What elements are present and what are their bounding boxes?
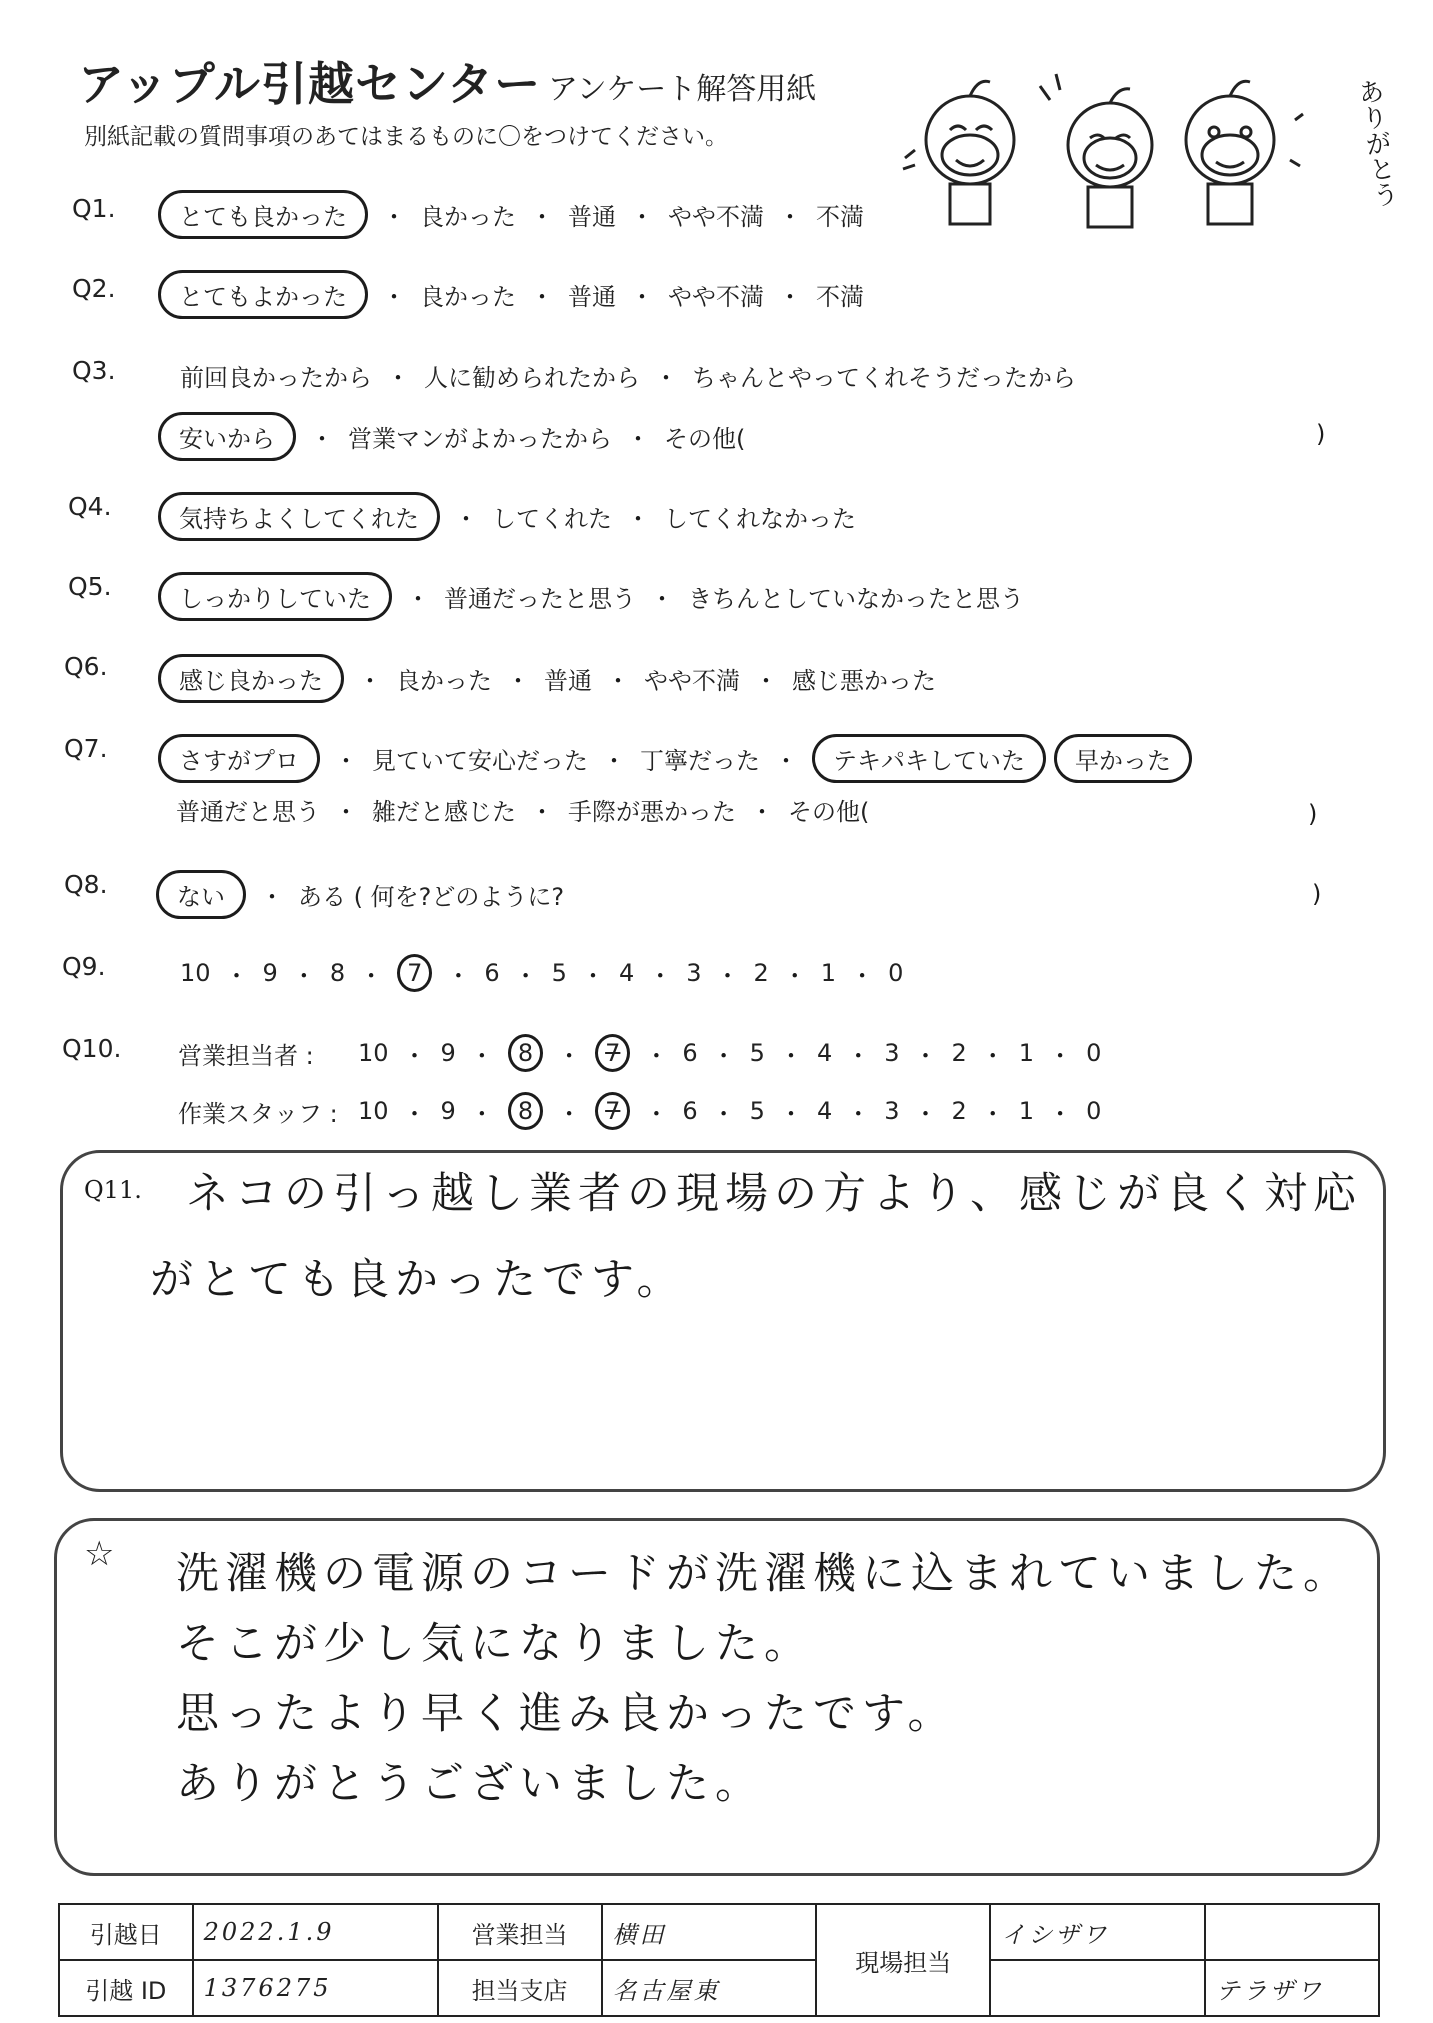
comment-line-2: そこが少し気になりました。 bbox=[176, 1619, 813, 1669]
q7-option-3[interactable]: 丁寧だった bbox=[640, 747, 760, 775]
q9-scale: 10 ・ 9 ・ 8 ・ 7 ・ 6 ・ 5 ・ 4 ・ 3 ・ 2 ・ 1 ・ 0 bbox=[180, 954, 903, 992]
q4-label: Q4. bbox=[68, 492, 112, 521]
site-staff-label: 現場担当 bbox=[816, 1904, 990, 2016]
q5-options: しっかりしていた ・ 普通だったと思う ・ きちんとしていなかったと思う bbox=[178, 572, 1024, 621]
move-id-value[interactable]: 1376275 bbox=[193, 1960, 438, 2016]
q4-option-3[interactable]: してくれなかった bbox=[664, 505, 856, 533]
q1-option-1-selected[interactable]: とても良かった bbox=[158, 190, 368, 239]
q7-options-line2: 普通だと思う ・ 雑だと感じた ・ 手際が悪かった ・ その他( bbox=[176, 792, 869, 827]
q6-label: Q6. bbox=[64, 652, 108, 681]
q10-sales-0[interactable]: 0 bbox=[1086, 1039, 1102, 1067]
q10-staff-5[interactable]: 5 bbox=[749, 1097, 765, 1125]
q3-options-line1: 前回良かったから ・ 人に勧められたから ・ ちゃんとやってくれそうだったから bbox=[180, 358, 1076, 393]
q10-staff-10[interactable]: 10 bbox=[358, 1097, 389, 1125]
q5-option-3[interactable]: きちんとしていなかったと思う bbox=[688, 585, 1024, 613]
q5-label: Q5. bbox=[68, 572, 112, 601]
q7-options-line1: さすがプロ ・ 見ていて安心だった ・ 丁寧だった ・ テキパキしていた 早かった bbox=[178, 734, 1192, 783]
branch-value[interactable]: 名古屋東 bbox=[602, 1960, 817, 2016]
move-date-label: 引越日 bbox=[59, 1904, 193, 1960]
q8-options: ない ・ ある ( 何を?どのように? bbox=[176, 870, 564, 919]
q7-option-other[interactable]: その他( bbox=[788, 798, 870, 826]
q10-sales-2[interactable]: 2 bbox=[951, 1039, 967, 1067]
q2-option-3[interactable]: 普通 bbox=[568, 283, 616, 311]
q7-option-7[interactable]: 雑だと感じた bbox=[372, 798, 516, 826]
q9-score-1[interactable]: 1 bbox=[820, 959, 837, 987]
move-id-label: 引越 ID bbox=[59, 1960, 193, 2016]
q9-score-6[interactable]: 6 bbox=[484, 959, 500, 987]
mascot-monkey-2 bbox=[1040, 74, 1152, 227]
q1-option-3[interactable]: 普通 bbox=[568, 203, 616, 231]
q10-staff-1[interactable]: 1 bbox=[1018, 1097, 1035, 1125]
q10-staff-row: 作業スタッフ : 10 ・ 9 ・ 8 ・ 7 ・ 6 ・ 5 ・ 4 ・ 3 ・ 2 ・ 1 ・ 0 bbox=[178, 1092, 1101, 1130]
q4-option-2[interactable]: してくれた bbox=[492, 505, 612, 533]
q4-options: 気持ちよくしてくれた ・ してくれた ・ してくれなかった bbox=[178, 492, 856, 541]
q3-option-1[interactable]: 前回良かったから bbox=[180, 364, 372, 392]
q10-sales-label: 営業担当者 : bbox=[178, 1041, 314, 1070]
q3-close-paren: ) bbox=[1316, 420, 1326, 448]
q10-staff-3[interactable]: 3 bbox=[884, 1097, 900, 1125]
q3-option-other[interactable]: その他( bbox=[664, 425, 746, 453]
site-staff-2[interactable]: テラザワ bbox=[1205, 1960, 1379, 2016]
q8-label: Q8. bbox=[64, 870, 108, 899]
site-staff-empty-1[interactable] bbox=[1205, 1904, 1379, 1960]
q2-option-4[interactable]: やや不満 bbox=[668, 283, 764, 311]
comment-line-3: 思ったより早く進み良かったです。 bbox=[176, 1689, 957, 1739]
q7-option-8[interactable]: 手際が悪かった bbox=[568, 798, 736, 826]
q7-option-5-selected[interactable]: 早かった bbox=[1054, 734, 1192, 783]
q9-score-8[interactable]: 8 bbox=[329, 959, 346, 987]
sales-rep-value[interactable]: 横田 bbox=[602, 1904, 817, 1960]
q10-sales-7-crossed[interactable]: 7 bbox=[595, 1034, 630, 1072]
q10-staff-0[interactable]: 0 bbox=[1086, 1097, 1102, 1125]
q10-sales-8-selected[interactable]: 8 bbox=[508, 1034, 543, 1072]
q1-option-4[interactable]: やや不満 bbox=[668, 203, 764, 231]
instruction-text: 別紙記載の質問事項のあてはまるものに〇をつけてください。 bbox=[84, 124, 728, 150]
q3-label: Q3. bbox=[72, 356, 116, 385]
q9-score-2[interactable]: 2 bbox=[753, 959, 769, 987]
mascot-caption: ありがとう bbox=[1352, 76, 1400, 210]
star-icon: ☆ bbox=[84, 1534, 115, 1574]
comment-line-4: ありがとうございました。 bbox=[176, 1759, 764, 1809]
q7-option-1-selected[interactable]: さすがプロ bbox=[158, 734, 320, 783]
q6-option-2[interactable]: 良かった bbox=[396, 667, 492, 695]
mascot-illustration bbox=[900, 60, 1340, 240]
q3-option-3[interactable]: ちゃんとやってくれそうだったから bbox=[692, 364, 1076, 392]
q7-label: Q7. bbox=[64, 734, 108, 763]
q10-sales-1[interactable]: 1 bbox=[1018, 1039, 1035, 1067]
q9-score-4[interactable]: 4 bbox=[618, 959, 635, 987]
q10-sales-5[interactable]: 5 bbox=[749, 1039, 765, 1067]
q10-staff-6[interactable]: 6 bbox=[682, 1097, 698, 1125]
sales-rep-label: 営業担当 bbox=[438, 1904, 602, 1960]
q10-staff-4[interactable]: 4 bbox=[816, 1097, 833, 1125]
q9-score-5[interactable]: 5 bbox=[551, 959, 567, 987]
q1-option-2[interactable]: 良かった bbox=[420, 203, 516, 231]
q10-staff-label: 作業スタッフ : bbox=[178, 1099, 338, 1128]
q8-option-1-selected[interactable]: ない bbox=[156, 870, 246, 919]
form-title: アンケート解答用紙 bbox=[548, 72, 817, 107]
q6-options: 感じ良かった ・ 良かった ・ 普通 ・ やや不満 ・ 感じ悪かった bbox=[178, 654, 936, 703]
mascot-monkey-3 bbox=[1186, 81, 1303, 224]
site-staff-1[interactable]: イシザワ bbox=[990, 1904, 1205, 1960]
q6-option-1-selected[interactable]: 感じ良かった bbox=[158, 654, 344, 703]
q10-sales-row: 営業担当者 : 10 ・ 9 ・ 8 ・ 7 ・ 6 ・ 5 ・ 4 ・ 3 ・ 2 ・ 1 ・ 0 bbox=[178, 1034, 1101, 1072]
q2-option-2[interactable]: 良かった bbox=[420, 283, 516, 311]
q7-option-2[interactable]: 見ていて安心だった bbox=[372, 747, 588, 775]
q10-sales-4[interactable]: 4 bbox=[816, 1039, 833, 1067]
q11-answer-line1: ネコの引っ越し業者の現場の方より、感じが良く対応 bbox=[186, 1169, 1362, 1219]
q10-sales-3[interactable]: 3 bbox=[884, 1039, 900, 1067]
q10-sales-6[interactable]: 6 bbox=[682, 1039, 698, 1067]
q4-option-1-selected[interactable]: 気持ちよくしてくれた bbox=[158, 492, 440, 541]
q10-staff-9[interactable]: 9 bbox=[440, 1097, 456, 1125]
branch-label: 担当支店 bbox=[438, 1960, 602, 2016]
q9-score-7-selected[interactable]: 7 bbox=[397, 954, 432, 992]
q8-close-paren: ) bbox=[1312, 880, 1322, 908]
q3-option-5[interactable]: 営業マンがよかったから bbox=[348, 425, 612, 453]
q1-label: Q1. bbox=[72, 194, 116, 223]
q10-sales-9[interactable]: 9 bbox=[440, 1039, 456, 1067]
q5-option-1-selected[interactable]: しっかりしていた bbox=[158, 572, 392, 621]
q9-score-10[interactable]: 10 bbox=[180, 959, 211, 987]
comment-line-1: 洗濯機の電源のコードが洗濯機に込まれていました。 bbox=[176, 1549, 1352, 1599]
q2-option-1-selected[interactable]: とてもよかった bbox=[158, 270, 368, 319]
q8-option-2[interactable]: ある ( 何を?どのように? bbox=[298, 883, 565, 911]
q10-staff-2[interactable]: 2 bbox=[951, 1097, 967, 1125]
q11-label: Q11. bbox=[84, 1176, 142, 1204]
q9-label: Q9. bbox=[62, 952, 106, 981]
move-date-value[interactable]: 2022.1.9 bbox=[193, 1904, 438, 1960]
q9-score-0[interactable]: 0 bbox=[888, 959, 904, 987]
q7-option-6[interactable]: 普通だと思う bbox=[176, 798, 320, 826]
q2-options: とてもよかった ・ 良かった ・ 普通 ・ やや不満 ・ 不満 bbox=[178, 270, 864, 319]
q1-option-5[interactable]: 不満 bbox=[816, 203, 864, 231]
q7-close-paren: ) bbox=[1308, 800, 1318, 828]
q10-label: Q10. bbox=[62, 1034, 122, 1063]
q9-score-3[interactable]: 3 bbox=[686, 959, 702, 987]
q10-staff-7-crossed[interactable]: 7 bbox=[595, 1092, 630, 1130]
q2-option-5[interactable]: 不満 bbox=[816, 283, 864, 311]
q6-option-5[interactable]: 感じ悪かった bbox=[792, 667, 936, 695]
q11-answer-line2: がとても良かったです。 bbox=[150, 1255, 686, 1305]
q3-options-line2: 安いから ・ 営業マンがよかったから ・ その他( bbox=[178, 412, 745, 461]
q5-option-2[interactable]: 普通だったと思う bbox=[444, 585, 636, 613]
q9-score-9[interactable]: 9 bbox=[262, 959, 278, 987]
q6-option-4[interactable]: やや不満 bbox=[644, 667, 740, 695]
q10-sales-10[interactable]: 10 bbox=[358, 1039, 389, 1067]
q10-staff-8-selected[interactable]: 8 bbox=[508, 1092, 543, 1130]
footer-info-table bbox=[58, 1903, 1380, 2017]
q3-option-4-selected[interactable]: 安いから bbox=[158, 412, 296, 461]
site-staff-empty-2[interactable] bbox=[990, 1960, 1205, 2016]
q3-option-2[interactable]: 人に勧められたから bbox=[424, 364, 640, 392]
company-title: アップル引越センター bbox=[78, 57, 542, 111]
q7-option-4-selected[interactable]: テキパキしていた bbox=[812, 734, 1046, 783]
mascot-monkey-1 bbox=[903, 81, 1014, 224]
q6-option-3[interactable]: 普通 bbox=[544, 667, 592, 695]
q2-label: Q2. bbox=[72, 274, 116, 303]
q1-options: とても良かった ・ 良かった ・ 普通 ・ やや不満 ・ 不満 bbox=[178, 190, 864, 239]
